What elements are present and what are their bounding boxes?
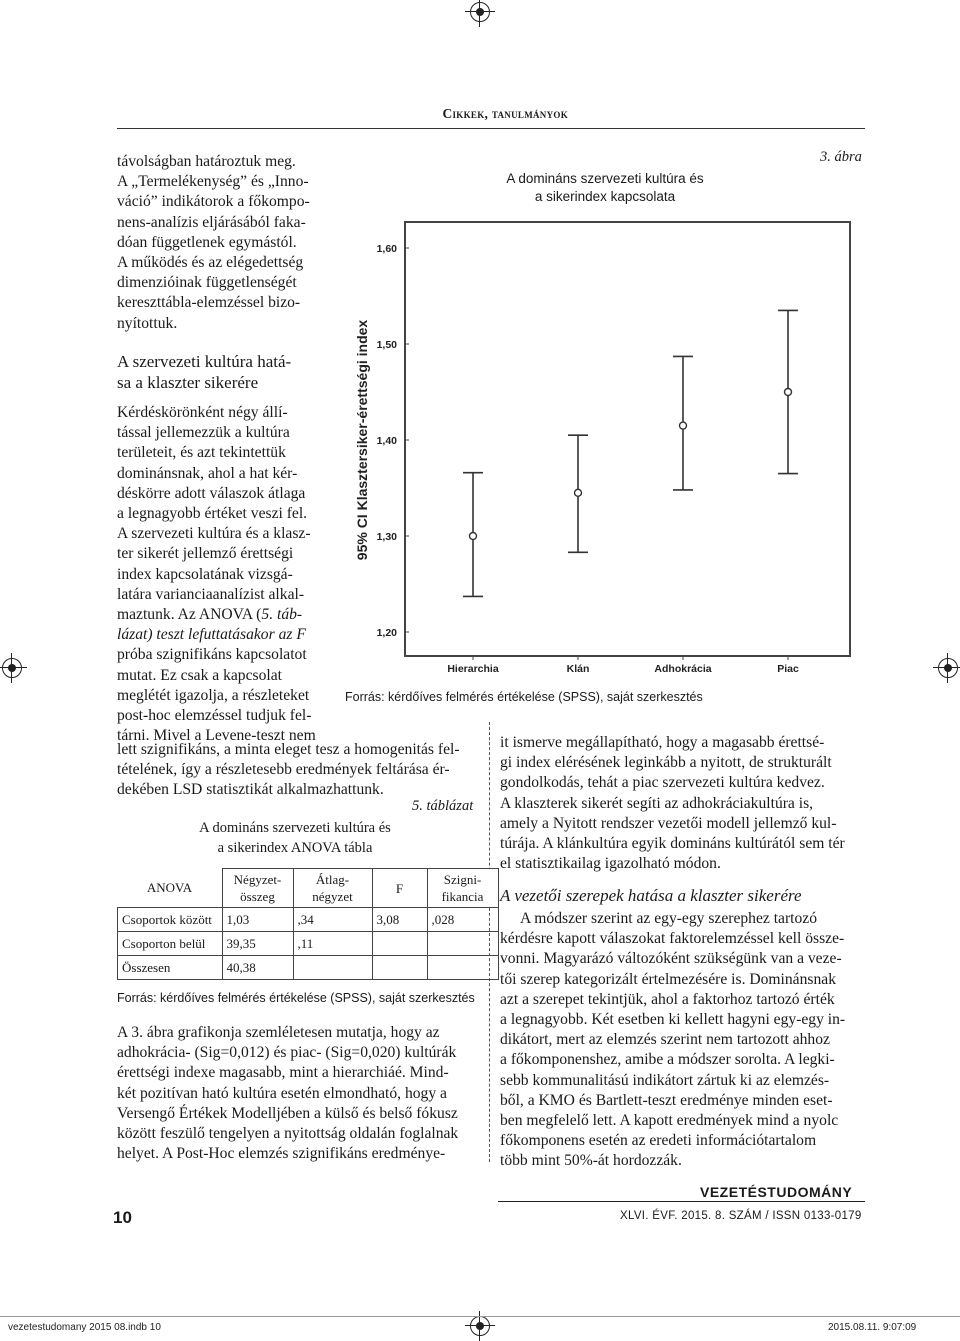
text-line: A működés és az elégedettség [117,254,304,272]
header-cell: Átlag- négyzet [293,869,372,908]
anova-table-wrap [117,868,499,980]
x-tick-label: Adhokrácia [654,663,712,675]
right-column-para2: A módszer szerint az egy-egy szerephez tartozó kérdésre kapott válaszokat faktorelemzéssel kell össze- vonni. Magyarázó változóként szükségünk van a veze- tői szerep kategorizált értelmezésére is. Dominánsnak azt a szerepet tekintjük, ahol a faktorhoz tartozó érték a legnagyobb. Két esetben ki kellett hagyni egy-egy in- dikátort, mert az elemzés szerint nem tartozott ahhoz a főkomponenshez, amibe a módszer sorolta. A legki- sebb kommunalitású indikátort zártuk ki az elemzés- ből, a KMO és Bartlett-teszt eredménye minden eset- ben megfelelő lett. A kapott eredmények mind a nyolc főkomponens esetén az eredeti információtartalom több mint 50%-át hordozzák. [500,910,846,1170]
registration-mark-icon [2,658,22,678]
text-line: A „Termelékenység” és „Inno- [117,173,309,191]
footer-rule [498,1201,865,1202]
registration-mark-icon [938,658,958,678]
left-bottom-text: A 3. ábra grafikonja szemléletesen mutatja, hogy az adhokrácia- (Sig=0,012) és piac- (Sig=0,020) kultúrák érettségi indexe magasabb, mint a hierarchiáé. Mind- két pozitívan ható kultúra esetén elmondható, hogy a Versengő Értékek Modelljében a külső és belső fókusz között feszülő tengelyen a nyitottság oldalán foglalnak helyet. A Post-Hoc elemzés szignifikáns eredménye- [117,1024,459,1163]
right-column-para1: it ismerve megállapítható, hogy a magasabb érettsé- gi index elérésének leginkább a nyitott, de strukturált gondolkodás, tehát a piac szervezeti kultúra kedvez. A klaszterek sikerét segíti az adhokráciakultúra is, amely a Nyitott rendszer vezetői modell jellemző kul- túrája. A klánkultúra egyik domináns kultúrától sem tér el statisztikailag igazolható módon. [500,734,845,873]
journal-info: XLVI. ÉVF. 2015. 8. SZÁM / ISSN 0133-0179 [620,1210,862,1222]
slug-rule [0,1316,960,1317]
x-tick-label: Piac [777,663,799,675]
header-rule [117,128,865,129]
error-bar-chart [345,208,865,686]
section-heading: A vezetői szerepek hatása a klaszter sikerére [500,886,802,905]
text-line: távolságban határoztuk meg. [117,153,296,170]
table-reference: 5. táb- [261,606,303,624]
text-line: dóan függetlenek egymástól. [117,233,297,251]
registration-mark-icon [470,1316,490,1336]
text-line: kereszttábla-elemzéssel bizo- [117,294,301,312]
table-row: Összesen 40,38 [118,956,499,980]
mean-point [785,389,792,396]
table-source: Forrás: kérdőíves felmérés értékelése (SPSS), saját szerkesztés [117,991,475,1005]
y-tick-label: 1,30 [376,531,397,543]
mean-point [470,533,477,540]
y-tick-label: 1,50 [376,339,397,351]
left-top-text [117,152,331,334]
table-title: A domináns szervezeti kultúra és a sikerindex ANOVA tábla [199,820,391,856]
header-cell: Szigni- fikancia [427,869,498,908]
header-cell: Négyzet- összeg [222,869,293,908]
y-axis-label: 95% CI Klasztersiker-érettségi index [354,319,370,561]
table-row: Csoportok között 1,03 ,34 3,08 ,028 [118,908,499,932]
plot-frame [405,222,850,656]
text-line: dimenzióinak függetlenségét [117,274,297,292]
y-tick-label: 1,20 [376,627,397,639]
figure-source: Forrás: kérdőíves felmérés értékelése (SPSS), saját szerkesztés [345,690,703,704]
page-number: 10 [113,1208,132,1227]
figure-number: 3. ábra [820,149,862,165]
text-line: nyítottuk. [117,314,178,332]
y-tick-label: 1,40 [376,435,397,447]
text-line: váció” indikátorok a főkompo- [117,193,310,211]
file-slug: vezetestudomany 2015 08.indb 10 [8,1322,161,1333]
print-timestamp: 2015.08.11. 9:07:09 [828,1322,917,1333]
figure-title: A domináns szervezeti kultúra és a sikerindex kapcsolata [506,171,704,204]
mean-point [680,422,687,429]
table-number: 5. táblázat [412,798,474,814]
running-header: Cikkek, tanulmányok [442,106,568,121]
section1-text: Kérdéskörönként négy állí- tással jellemezzük a kultúra területeit, és azt tekintettük dominánsnak, ahol a hat kér- déskörre adott válaszok átlaga a legnagyobb értéket veszi fel. A szervezeti kultúra és a klasz- ter sikerét jellemző érettségi index kapcsolatának vizsgá- latára varianciaanalízist alkal- maztunk. Az ANOVA (5. táb- lázat) teszt lefuttatásakor az F próba szignifikáns kapcsolatot mutat. Ez csak a kapcsolat meglétét igazolja, a részleteket post-hoc elemzéssel tudjuk fel- tárni. Mivel a Levene-teszt nem [117,404,316,745]
mean-point [575,489,582,496]
y-tick-label: 1,60 [376,243,397,255]
anova-table [117,868,499,980]
header-cell: ANOVA [118,869,223,908]
journal-brand: VEZETÉSTUDOMÁNY [700,1184,853,1200]
text-line: nens-analízis eljárásából faka- [117,213,306,231]
section1-wide-text: lett szignifikáns, a minta eleget tesz a homogenitás fel- tételének, így a részletesebb eredmények feltárása ér- dekében LSD statisztikát alkalmazhattunk. [117,741,460,799]
x-tick-label: Klán [566,663,590,675]
registration-mark-icon [470,2,490,22]
header-cell: F [372,869,427,908]
table-header-row [118,869,499,908]
x-tick-label: Hierarchia [447,663,499,675]
table-row: Csoporton belül 39,35 ,11 [118,932,499,956]
section-title: A szervezeti kultúra hatá- sa a klaszter sikerére [117,352,292,392]
